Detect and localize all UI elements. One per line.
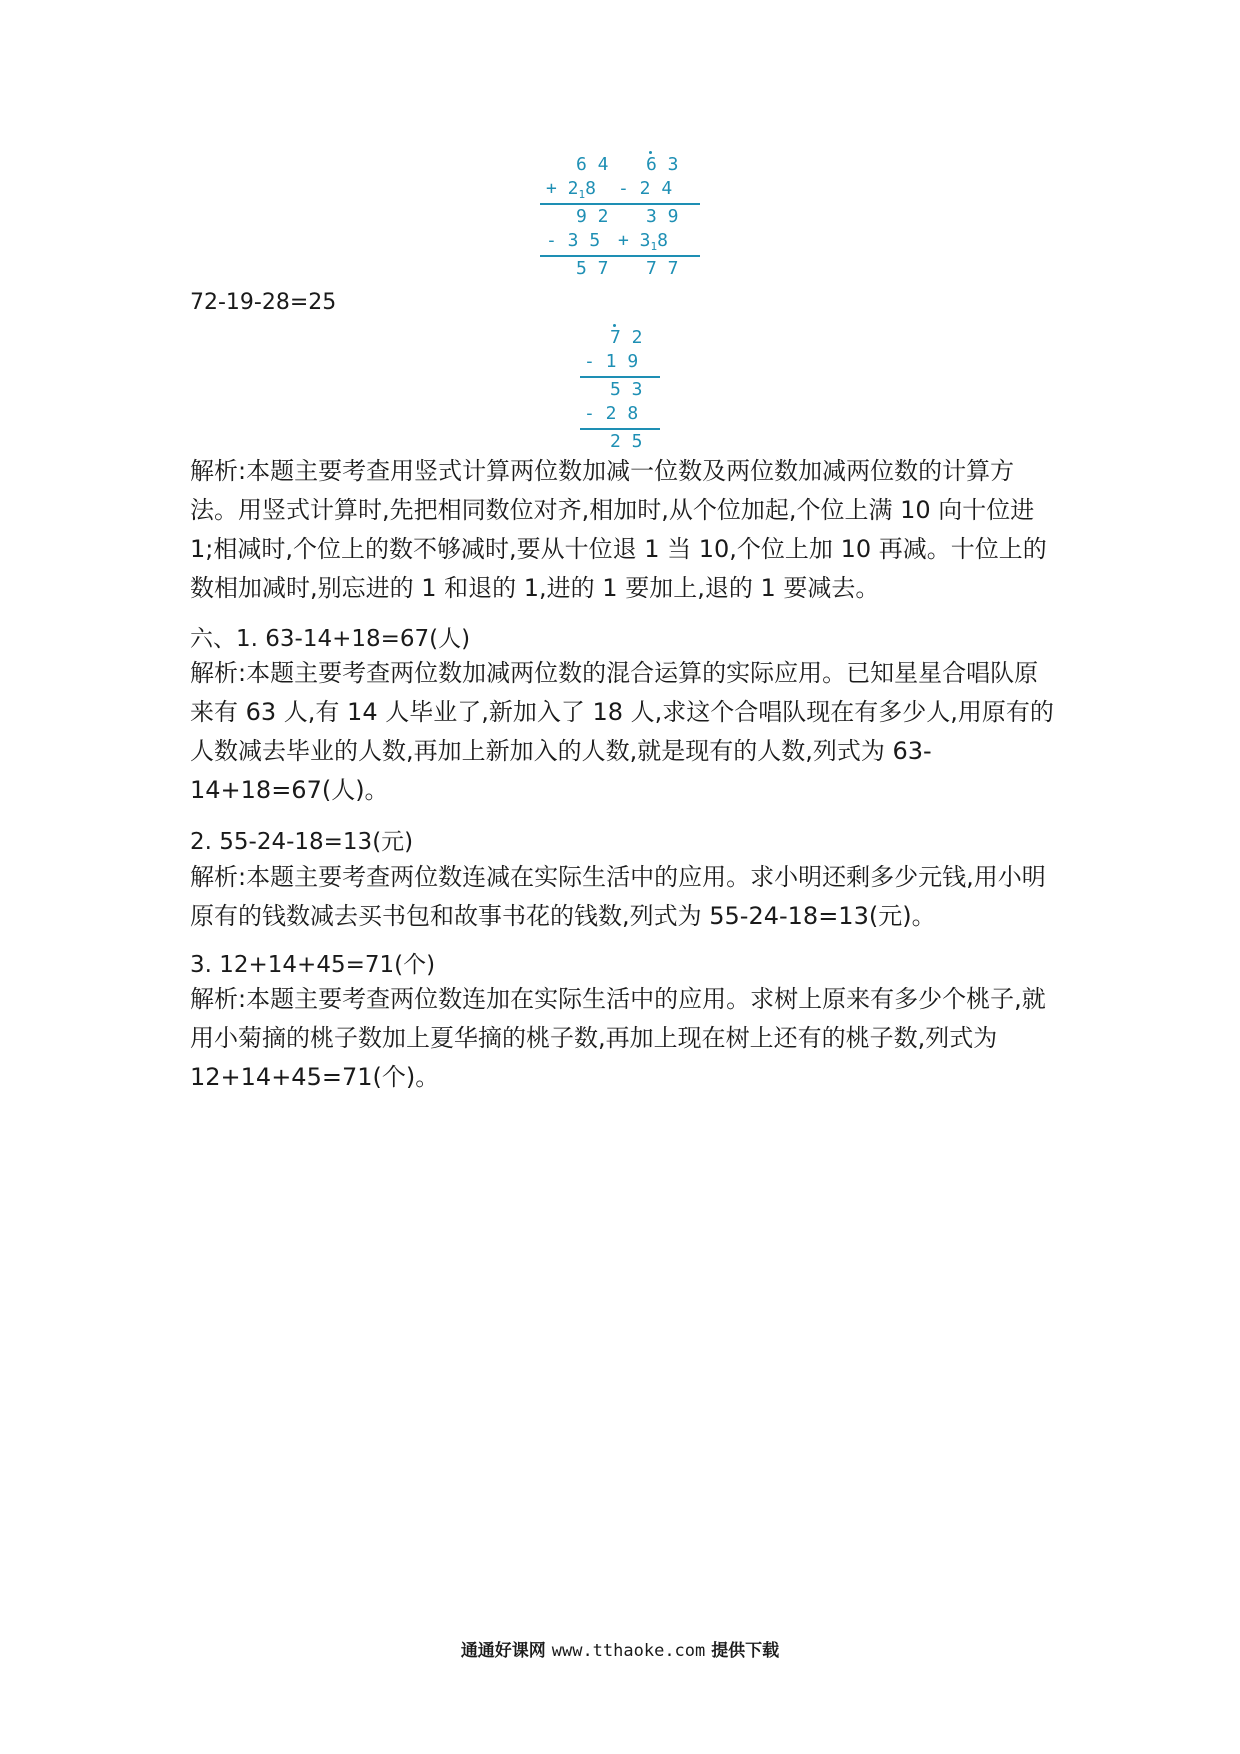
calc2-line4: - 2 8 [584,403,639,424]
calc2-line1: 7 2 [610,327,643,348]
question-6-3-answer: 3. 12+14+45=71(个) [190,952,436,978]
calc1-b-line3: 3 9 [646,206,679,227]
calc2-rule2 [580,428,660,430]
footer-site-name: 通通好课网 [460,1641,546,1661]
calc1-a-rule2 [540,255,618,257]
calc2-rule1 [580,376,660,378]
analysis-paragraph-1: 解析:本题主要考查用竖式计算两位数加减一位数及两位数加减两位数的计算方法。用竖式计算时,先把相同数位对齐,相加时,从个位加起,个位上满 10 向十位进 1;相减时,个位上的数不够减时,要从十位退 1 当 10,个位上加 10 再减。十位上的数相加减时,别忘进的 1 和退的 1,进的 1 要加上,退的 1 要减去。 [190,457,1047,602]
vertical-calculation-2 [580,328,660,453]
calc1-a-carry: 1 [578,188,586,201]
footer-url[interactable]: www.tthaoke.com [551,1641,706,1661]
calc1-b-carry: 1 [650,240,658,253]
calc1-a-digit: 8 [585,178,596,199]
calc2-line2: - 1 9 [584,351,639,372]
calc1-a-line2 [546,179,596,201]
calc1-a-op: + 2 [546,178,579,199]
calc1-a-line1: 6 4 [576,154,609,175]
calc1-b-digit: 8 [657,230,668,251]
calc2-line5: 2 5 [610,431,643,452]
calc1-a-line5: 5 7 [576,258,609,279]
calc1-b-line5: 7 7 [646,258,679,279]
vertical-calculation-1 [540,155,700,280]
analysis-paragraph-3: 解析:本题主要考查两位数连减在实际生活中的应用。求小明还剩多少元钱,用小明原有的钱数减去买书包和故事书花的钱数,列式为 55-24-18=13(元)。 [190,863,1046,930]
equation-72-19-28: 72-19-28=25 [190,290,337,315]
question-6-2-answer: 2. 55-24-18=13(元) [190,829,414,855]
analysis-paragraph-4: 解析:本题主要考查两位数连加在实际生活中的应用。求树上原来有多少个桃子,就用小菊摘的桃子数加上夏华摘的桃子数,再加上现在树上还有的桃子数,列式为 12+14+45=71(个)。 [190,985,1046,1091]
analysis-paragraph-2: 解析:本题主要考查两位数加减两位数的混合运算的实际应用。已知星星合唱队原来有 63 人,有 14 人毕业了,新加入了 18 人,求这个合唱队现在有多少人,用原有的人数减去毕业的人数,再加上新加入的人数,就是现有的人数,列式为 63-14+18=67(人)。 [190,659,1054,804]
calc1-b-rule2 [618,255,700,257]
calc1-a-line4: - 3 5 [546,230,601,251]
calc1-b-rule1 [618,203,700,205]
calc1-a-rule1 [540,203,618,205]
calc1-b-line1: 6 3 [646,154,679,175]
calc1-b-line2: - 2 4 [618,178,673,199]
page-footer [0,1636,1240,1661]
calc1-a-line3: 9 2 [576,206,609,227]
question-6-1-answer: 六、1. 63-14+18=67(人) [190,626,471,652]
calc2-line3: 5 3 [610,379,643,400]
calc1-b-line4 [618,231,668,253]
footer-download-text: 提供下载 [711,1641,780,1661]
calc1-b-op: + 3 [618,230,651,251]
